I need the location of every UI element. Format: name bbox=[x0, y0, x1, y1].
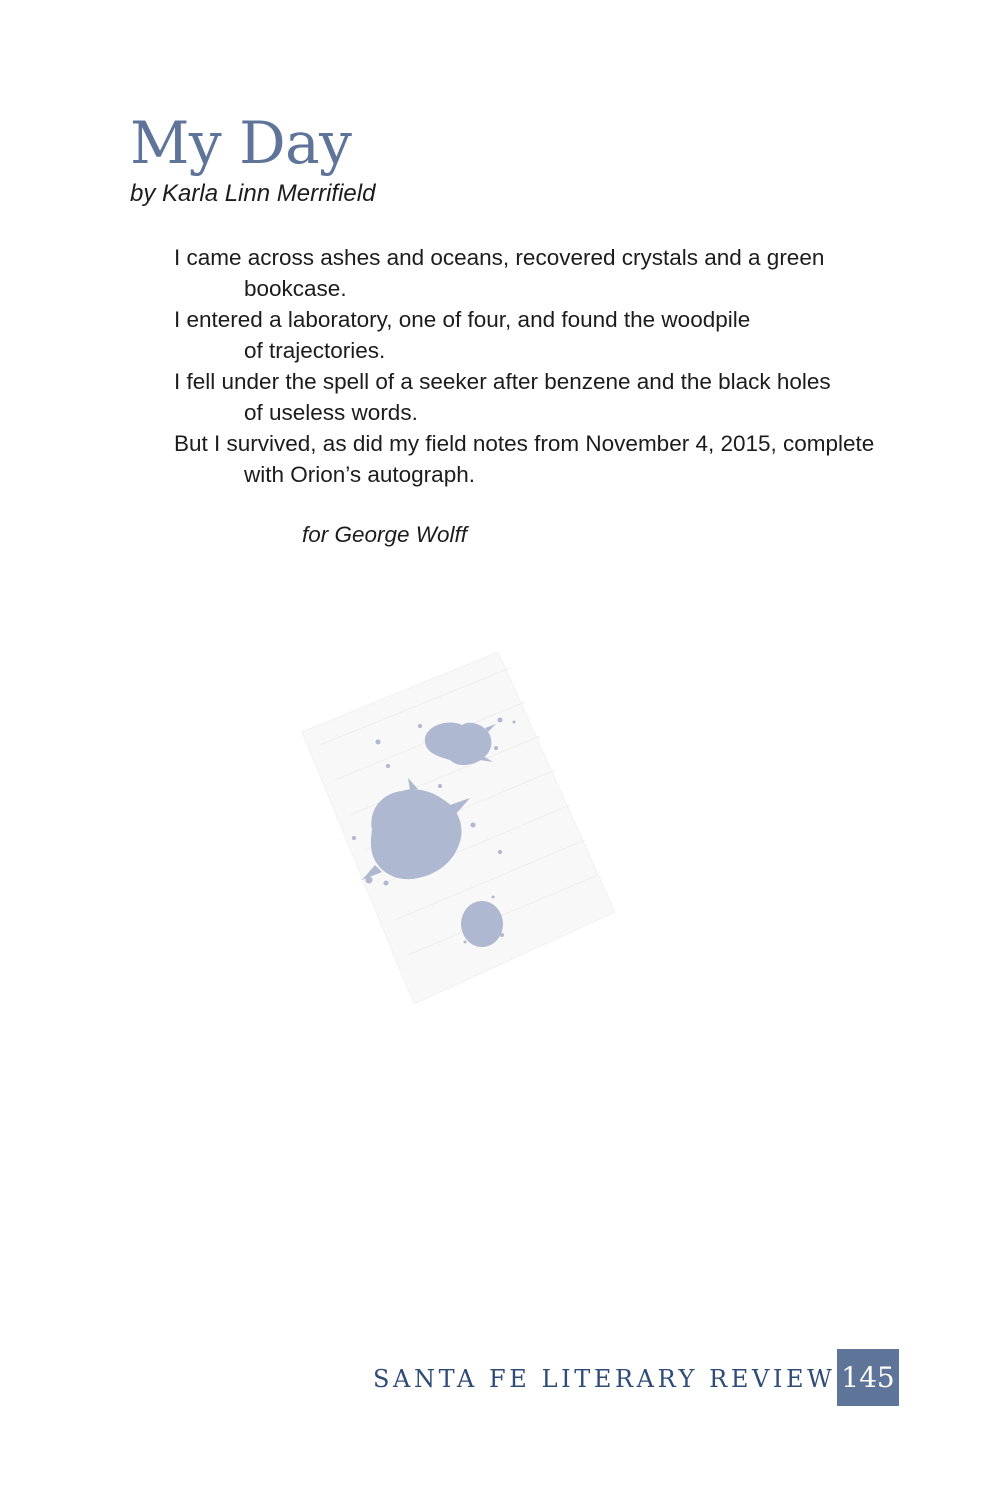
poem-line bbox=[174, 428, 934, 490]
poem-line-text: I fell under the spell of a seeker after benzene and the black holes bbox=[174, 369, 831, 394]
poem-line-continuation: of useless words. bbox=[244, 400, 418, 425]
poem-line-text: But I survived, as did my field notes from November 4, 2015, complete bbox=[174, 431, 875, 456]
poem-line-continuation: with Orion’s autograph. bbox=[244, 462, 475, 487]
page-number-badge bbox=[837, 1349, 899, 1406]
poem-line-text: I came across ashes and oceans, recovered crystals and a green bbox=[174, 245, 825, 270]
poem-line bbox=[174, 366, 934, 428]
poem-line-text: I entered a laboratory, one of four, and found the woodpile bbox=[174, 307, 751, 332]
poem-dedication: for George Wolff bbox=[302, 522, 468, 547]
journal-name: SANTA FE LITERARY REVIEW bbox=[373, 1365, 836, 1393]
page-number: 145 bbox=[841, 1361, 895, 1394]
poem-title: My Day bbox=[130, 109, 352, 177]
poem-line-continuation: bookcase. bbox=[244, 276, 347, 301]
poem-body bbox=[174, 242, 934, 490]
ink-splatter-illustration bbox=[290, 640, 630, 1020]
poem-line bbox=[174, 304, 934, 366]
poem-line-continuation: of trajectories. bbox=[244, 338, 386, 363]
poem-line bbox=[174, 242, 934, 304]
poem-byline: by Karla Linn Merrifield bbox=[130, 180, 376, 207]
